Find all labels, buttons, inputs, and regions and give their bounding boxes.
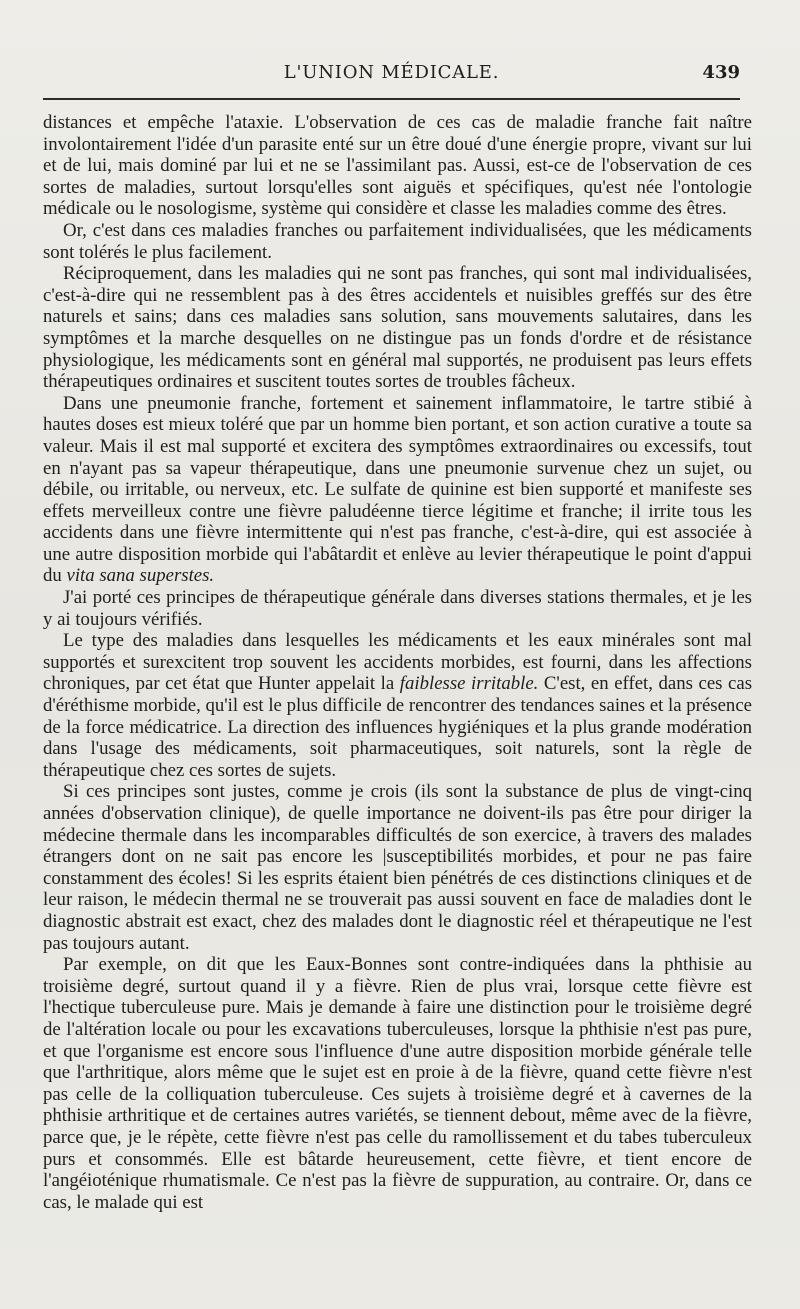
header-rule [43,98,740,100]
article-body [43,112,752,1213]
paragraph: Réciproquement, dans les maladies qui ne sont pas franches, qui sont mal individualisées, c'est-à-dire qui ne ressemblent pas à des êtres accidentels et nuisibles greffés sur des être naturels et sains; dans ces maladies sans solution, sans mouvements salutaires, dans les symptômes et la marche desquelles on ne distingue pas un fonds d'ordre et de résistance physiologique, les médicaments sont en général mal supportés, ne produisent pas leurs effets thérapeutiques ordinaires et suscitent toutes sortes de troubles fâcheux. [43,263,752,393]
italic-phrase: vita sana superstes. [66,565,215,587]
paragraph: distances et empêche l'ataxie. L'observation de ces cas de maladie franche fait naître involontairement l'idée d'un parasite enté sur un être doué d'une énergie propre, vivant sur lui et de lui, mais dominé par lui et ne se l'assimilant pas. Aussi, est-ce de l'observation de ces sortes de maladies, surtout lorsqu'elles sont aiguës et spécifiques, qu'est née l'ontologie médicale ou le nosologisme, système qui considère et classe les maladies comme des êtres. [43,112,752,220]
paragraph [43,630,752,781]
paragraph [43,393,752,587]
journal-title: L'UNION MÉDICALE. [283,62,500,83]
paragraph-text: Le type des maladies dans lesquelles les médicaments et les eaux minérales sont mal supportés et surexcitent trop souvent les accidents morbides, est fourni, dans les affections chroniques, par cet état que Hunter appelait la [43,630,752,695]
paragraph: Si ces principes sont justes, comme je crois (ils sont la substance de plus de vingt-cinq années d'observation clinique), de quelle importance ne doivent-ils pas être pour diriger la médecine thermale dans les incomparables difficultés de son exercice, à travers des malades étrangers dont on ne sait pas encore les |susceptibilités morbides, et pour ne pas faire constamment des écoles! Si les esprits étaient bien pénétrés de ces distinctions cliniques et de leur raison, le médecin thermal ne se trouverait pas aussi souvent en face de maladies dont le diagnostic abstrait est exact, chez des malades dont le diagnostic réel et thérapeutique ne l'est pas toujours autant. [43,781,752,954]
paragraph: J'ai porté ces principes de thérapeutique générale dans diverses stations thermales, et je les y ai toujours vérifiés. [43,587,752,630]
running-head [43,60,740,90]
paragraph-text: Dans une pneumonie franche, fortement et sainement inflammatoire, le tartre stibié à hautes doses est mieux toléré que par un homme bien portant, et son action curative a toute sa valeur. Mais il est mal supporté et excitera des symptômes extraordinaires ou excessifs, tout en n'ayant pas sa vapeur thérapeutique, dans une pneumonie survenue chez un sujet, ou débile, ou irritable, ou nerveux, etc. Le sulfate de quinine est bien supporté et manifeste ses effets merveilleux contre une fièvre paludéenne tierce légitime et franche; il irrite tous les accidents dans une fièvre intermittente qui n'est pas franche, c'est-à-dire, qui est associée à une autre disposition morbide qui l'abâtardit et enlève au levier thérapeutique le point d'appui du [43,392,752,587]
paragraph-text: C'est, en effet, dans ces cas d'éréthisme morbide, qu'il est le plus difficile de rencontrer des tendances saines et la présence de la force médicatrice. La direction des influences hygiéniques et la plus grande modération dans l'usage des médicaments, soit pharmaceutiques, soit naturels, sont la règle de thérapeutique chez ces sortes de sujets. [43,673,753,781]
italic-phrase: faiblesse irritable. [399,673,539,695]
paragraph: Par exemple, on dit que les Eaux-Bonnes sont contre-indiquées dans la phthisie au troisième degré, surtout quand il y a fièvre. Rien de plus vrai, lorsque cette fièvre est l'hectique tuberculeuse pure. Mais je demande à faire une distinction pour le troisième degré de l'altération locale ou pour les excavations tuberculeuses, lorsque la phthisie n'est pas pure, et que l'organisme est encore sous l'influence d'une autre disposition morbide générale telle que l'arthritique, alors même que le sujet est en proie à de la fièvre, quand cette fièvre n'est pas celle de la colliquation tuberculeuse. Ces sujets à troisième degré et à cavernes de la phthisie arthritique et de certaines autres variétés, se tiennent debout, même avec de la fièvre, parce que, je le répète, cette fièvre n'est pas celle du ramollissement et du tabes tuberculeux purs et consommés. Elle est bâtarde heureusement, cette fièvre, et tient encore de l'angéioténique rhumatismale. Ce n'est pas la fièvre de suppuration, au contraire. Or, dans ce cas, le malade qui est [43,954,752,1213]
page-number: 439 [702,62,740,83]
paragraph: Or, c'est dans ces maladies franches ou parfaitement individualisées, que les médicaments sont tolérés le plus facilement. [43,219,752,263]
